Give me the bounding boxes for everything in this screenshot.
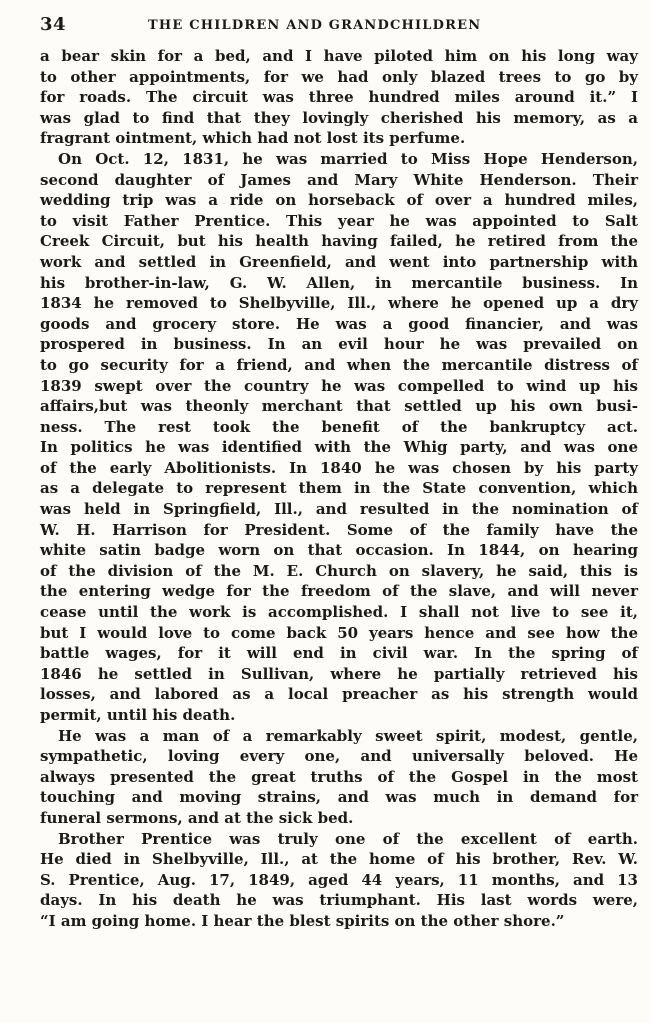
paragraph: [40, 46, 638, 149]
page-body: [40, 46, 638, 932]
text-line: prospered in business. In an evil hour he was prevailed on: [40, 335, 638, 354]
text-line: to visit Father Prentice. This year he was appointed to Salt: [40, 211, 638, 230]
text-line: ness. The rest took the benefit of the bankruptcy act.: [40, 417, 638, 436]
text-line: a bear skin for a bed, and I have piloted him on his long way: [40, 47, 638, 65]
paragraph: [40, 829, 638, 932]
text-line: was glad to find that they lovingly cherished his memory, as a: [40, 108, 638, 127]
text-line: funeral sermons, and at the sick bed.: [40, 808, 354, 827]
text-line: to go security for a friend, and when the mercantile distress of: [40, 355, 638, 374]
text-line: “I am going home. I hear the blest spirits on the other shore.”: [40, 911, 565, 930]
text-line: second daughter of James and Mary White Henderson. Their: [40, 170, 638, 189]
text-line: the entering wedge for the freedom of the slave, and will never: [40, 582, 638, 601]
text-line: touching and moving strains, and was much in demand for: [40, 788, 638, 807]
text-line: Brother Prentice was truly one of the excellent of earth.: [58, 829, 638, 848]
running-head: THE CHILDREN AND GRANDCHILDREN: [148, 18, 482, 33]
text-line: He died in Shelbyville, Ill., at the home of his brother, Rev. W.: [40, 850, 638, 869]
text-line: losses, and labored as a local preacher as his strength would: [40, 685, 638, 704]
text-line: He was a man of a remarkably sweet spirit, modest, gentle,: [58, 726, 638, 745]
text-line: battle wages, for it will end in civil war. In the spring of: [40, 644, 638, 663]
text-line: for roads. The circuit was three hundred miles around it.” I: [40, 88, 638, 107]
text-line: work and settled in Greenfield, and went into partnership with: [40, 252, 638, 271]
text-line: days. In his death he was triumphant. His last words were,: [40, 891, 638, 910]
text-line: sympathetic, loving every one, and universally beloved. He: [40, 747, 638, 766]
text-line: S. Prentice, Aug. 17, 1849, aged 44 years, 11 months, and 13: [40, 870, 638, 889]
text-line: On Oct. 12, 1831, he was married to Miss Hope Henderson,: [58, 149, 638, 168]
text-line: W. H. Harrison for President. Some of the family have the: [40, 520, 638, 539]
text-line: of the early Abolitionists. In 1840 he was chosen by his party: [40, 458, 638, 477]
text-line: cease until the work is accomplished. I shall not live to see it,: [40, 603, 638, 622]
text-line: was held in Springfield, Ill., and resulted in the nomination of: [40, 500, 638, 519]
page-number: 34: [40, 14, 67, 35]
text-line: wedding trip was a ride on horseback of over a hundred miles,: [40, 191, 638, 210]
text-line: goods and grocery store. He was a good financier, and was: [40, 314, 638, 333]
paragraph: [40, 726, 638, 829]
text-line: but I would love to come back 50 years hence and see how the: [40, 623, 638, 642]
text-line: permit, until his death.: [40, 706, 236, 724]
text-line: as a delegate to represent them in the State convention, which: [40, 479, 638, 498]
text-line: Creek Circuit, but his health having failed, he retired from the: [40, 232, 638, 251]
text-line: 1846 he settled in Sullivan, where he partially retrieved his: [40, 664, 638, 683]
text-line: his brother-in-law, G. W. Allen, in mercantile business. In: [40, 273, 638, 292]
text-line: of the division of the M. E. Church on slavery, he said, this is: [40, 561, 638, 580]
text-line: 1834 he removed to Shelbyville, Ill., where he opened up a dry: [40, 294, 638, 313]
text-line: always presented the great truths of the Gospel in the most: [40, 767, 638, 786]
text-line: In politics he was identified with the Whig party, and was one: [40, 438, 638, 457]
text-line: affairs,but was theonly merchant that settled up his own busi-: [40, 397, 638, 416]
text-line: fragrant ointment, which had not lost its perfume.: [40, 129, 466, 148]
text-line: 1839 swept over the country he was compelled to wind up his: [40, 376, 638, 395]
paragraph: [40, 149, 638, 726]
text-line: white satin badge worn on that occasion. In 1844, on hearing: [40, 541, 638, 560]
text-line: to other appointments, for we had only blazed trees to go by: [40, 67, 638, 86]
page-header: [40, 12, 638, 42]
